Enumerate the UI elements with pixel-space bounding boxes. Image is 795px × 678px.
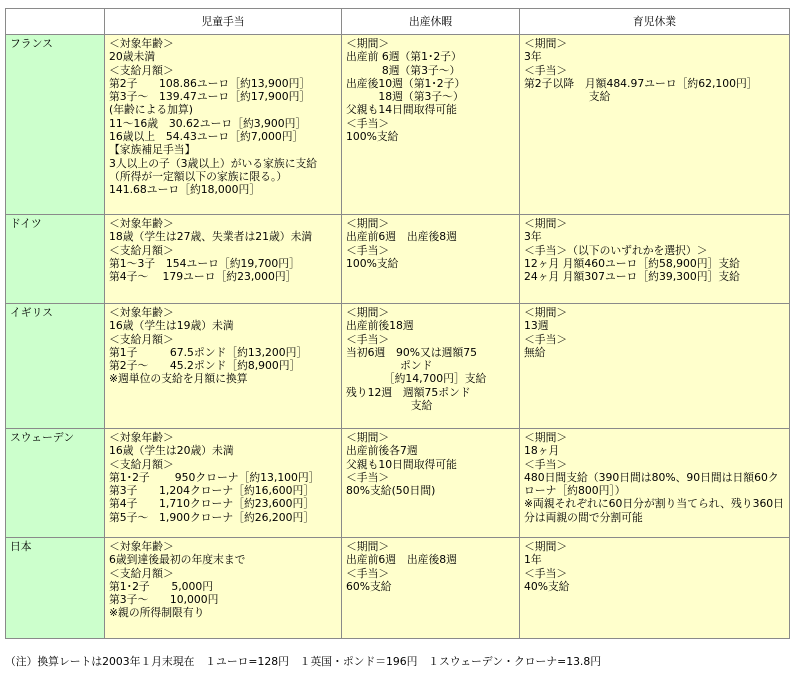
childcare-line: 1年 bbox=[524, 553, 542, 567]
maternity-cell bbox=[342, 215, 520, 304]
maternity-line: 当初6週 90%又は週額75 bbox=[346, 345, 477, 359]
maternity-cell bbox=[342, 35, 520, 215]
child-line: 第2子～ 45.2ポンド［約8,900円］ bbox=[109, 359, 301, 373]
maternity-line: ポンド bbox=[346, 359, 433, 373]
maternity-line: 出産前6週 出産後8週 bbox=[346, 230, 457, 244]
maternity-cell bbox=[342, 538, 520, 639]
country-cell: スウェーデン bbox=[6, 429, 105, 538]
comparison-table bbox=[5, 8, 790, 639]
child-line: 第3子～ 139.47ユーロ［約17,900円］ bbox=[109, 90, 311, 104]
maternity-cell bbox=[342, 429, 520, 538]
childcare-line: 支給 bbox=[524, 90, 611, 104]
childcare-line: ＜手当＞ bbox=[524, 566, 568, 580]
maternity-line: 出産後10週（第1･2子） bbox=[346, 76, 466, 90]
maternity-line: ＜手当＞ bbox=[346, 332, 390, 346]
maternity-line: ＜期間＞ bbox=[346, 37, 390, 50]
maternity-line: ［約14,700円］支給 bbox=[346, 372, 487, 386]
child-cell bbox=[105, 538, 342, 639]
childcare-line: ＜手当＞ bbox=[524, 332, 568, 346]
child-cell bbox=[105, 304, 342, 429]
child-cell bbox=[105, 429, 342, 538]
maternity-line: 父親も14日間取得可能 bbox=[346, 103, 457, 117]
child-line: ＜支給月額＞ bbox=[109, 63, 174, 77]
maternity-line: 60%支給 bbox=[346, 579, 392, 593]
childcare-line: ＜手当＞ bbox=[524, 63, 568, 77]
childcare-line: ＜期間＞ bbox=[524, 431, 568, 444]
childcare-line: ＜手当＞ bbox=[524, 457, 568, 471]
childcare-line: 無給 bbox=[524, 345, 546, 359]
child-line: 18歳（学生は27歳、失業者は21歳）未満 bbox=[109, 230, 313, 244]
child-line: (年齢による加算) bbox=[109, 103, 194, 117]
maternity-line: ＜手当＞ bbox=[346, 243, 390, 257]
childcare-line: 3年 bbox=[524, 50, 542, 64]
maternity-line: 出産前後各7週 bbox=[346, 444, 418, 458]
child-line: ＜対象年齢＞ bbox=[109, 306, 174, 319]
maternity-line: ＜期間＞ bbox=[346, 431, 390, 444]
child-line: 11～16歳 30.62ユーロ［約3,900円］ bbox=[109, 116, 307, 130]
child-line: 16歳以上 54.43ユーロ［約7,000円］ bbox=[109, 130, 304, 144]
childcare-line: 480日間支給（390日間は80%、90日間は日額60クローナ［約800円］） bbox=[524, 470, 779, 498]
childcare-cell bbox=[520, 429, 790, 538]
table-row-germany bbox=[6, 215, 790, 304]
childcare-line: ＜期間＞ bbox=[524, 306, 568, 319]
child-line: 3人以上の子（3歳以上）がいる家族に支給（所得が一定額以下の家族に限る。） bbox=[109, 156, 318, 183]
child-line: ＜対象年齢＞ bbox=[109, 217, 174, 230]
maternity-line: 100%支給 bbox=[346, 130, 399, 144]
child-line: 20歳未満 bbox=[109, 50, 156, 64]
table-body bbox=[6, 35, 790, 639]
maternity-line: 8週（第3子～） bbox=[346, 63, 461, 77]
child-line: ＜支給月額＞ bbox=[109, 457, 174, 471]
childcare-line: ＜期間＞ bbox=[524, 540, 568, 553]
childcare-cell bbox=[520, 304, 790, 429]
child-line: 第5子～ 1,900クローナ［約26,200円］ bbox=[109, 510, 315, 524]
maternity-line: 残り12週 週額75ポンド bbox=[346, 385, 471, 399]
child-line: 第2子 108.86ユーロ［約13,900円］ bbox=[109, 76, 311, 90]
maternity-cell bbox=[342, 304, 520, 429]
childcare-line: 40%支給 bbox=[524, 579, 570, 593]
childcare-line: 24ヶ月 月額307ユーロ［約39,300円］支給 bbox=[524, 270, 740, 284]
childcare-cell bbox=[520, 538, 790, 639]
child-line: 第4子～ 179ユーロ［約23,000円］ bbox=[109, 270, 297, 284]
table-row-france bbox=[6, 35, 790, 215]
child-cell bbox=[105, 35, 342, 215]
childcare-line: 12ヶ月 月額460ユーロ［約58,900円］支給 bbox=[524, 256, 740, 270]
childcare-cell bbox=[520, 35, 790, 215]
child-line: ＜支給月額＞ bbox=[109, 332, 174, 346]
childcare-line: 18ヶ月 bbox=[524, 444, 560, 458]
country-cell: フランス bbox=[6, 35, 105, 215]
table-row-uk bbox=[6, 304, 790, 429]
child-line: 【家族補足手当】 bbox=[109, 143, 196, 157]
child-line: 第3子～ 10,000円 bbox=[109, 593, 219, 607]
childcare-line: 13週 bbox=[524, 319, 549, 333]
maternity-line: 出産前後18週 bbox=[346, 319, 414, 333]
childcare-line: ※両親それぞれに60日分が割り当てられ、残り360日分は両親の間で分割可能 bbox=[524, 497, 784, 524]
child-line: 6歳到達後最初の年度末まで bbox=[109, 553, 246, 567]
country-cell: イギリス bbox=[6, 304, 105, 429]
maternity-line: ＜手当＞ bbox=[346, 116, 390, 130]
maternity-line: 出産前6週 出産後8週 bbox=[346, 553, 457, 567]
child-line: 141.68ユーロ［約18,000円］ bbox=[109, 183, 261, 197]
maternity-line: 100%支給 bbox=[346, 256, 399, 270]
child-line: 第3子 1,204クローナ［約16,600円］ bbox=[109, 484, 315, 498]
maternity-line: ＜手当＞ bbox=[346, 566, 390, 580]
childcare-line: 第2子以降 月額484.97ユーロ［約62,100円］ bbox=[524, 76, 758, 90]
maternity-line: ＜手当＞ bbox=[346, 470, 390, 484]
maternity-line: 80%支給(50日間) bbox=[346, 484, 436, 498]
child-line: 第1･2子 5,000円 bbox=[109, 579, 214, 593]
child-line: 第1～3子 154ユーロ［約19,700円］ bbox=[109, 256, 300, 270]
header-row bbox=[6, 9, 790, 35]
child-line: 第4子 1,710クローナ［約23,600円］ bbox=[109, 497, 315, 511]
child-cell bbox=[105, 215, 342, 304]
childcare-line: ＜手当＞（以下のいずれかを選択）＞ bbox=[524, 243, 708, 257]
header-maternity-leave: 出産休暇 bbox=[342, 9, 520, 35]
child-line: ＜支給月額＞ bbox=[109, 243, 174, 257]
child-line: ＜対象年齢＞ bbox=[109, 37, 174, 50]
header-corner bbox=[6, 9, 105, 35]
table-row-japan bbox=[6, 538, 790, 639]
child-line: ＜支給月額＞ bbox=[109, 566, 174, 580]
table-row-sweden bbox=[6, 429, 790, 538]
maternity-line: 18週（第3子～） bbox=[346, 90, 464, 104]
maternity-line: ＜期間＞ bbox=[346, 217, 390, 230]
childcare-cell bbox=[520, 215, 790, 304]
header-childcare-leave: 育児休業 bbox=[520, 9, 790, 35]
child-line: ※週単位の支給を月額に換算 bbox=[109, 372, 248, 386]
child-line: 第1子 67.5ポンド［約13,200円］ bbox=[109, 345, 308, 359]
country-cell: ドイツ bbox=[6, 215, 105, 304]
header-child-allowance: 児童手当 bbox=[105, 9, 342, 35]
maternity-line: ＜期間＞ bbox=[346, 306, 390, 319]
childcare-line: ＜期間＞ bbox=[524, 37, 568, 50]
maternity-line: 出産前 6週（第1･2子） bbox=[346, 50, 462, 64]
child-line: ＜対象年齢＞ bbox=[109, 431, 174, 444]
maternity-line: ＜期間＞ bbox=[346, 540, 390, 553]
maternity-line: 支給 bbox=[346, 399, 433, 413]
child-line: 16歳（学生は20歳）未満 bbox=[109, 444, 234, 458]
child-line: 16歳（学生は19歳）未満 bbox=[109, 319, 234, 333]
child-line: ＜対象年齢＞ bbox=[109, 540, 174, 553]
maternity-line: 父親も10日間取得可能 bbox=[346, 457, 457, 471]
childcare-line: ＜期間＞ bbox=[524, 217, 568, 230]
country-cell: 日本 bbox=[6, 538, 105, 639]
footnote: （注）換算レートは2003年１月末現在 １ユーロ=128円 １英国・ポンド＝196円 １スウェーデン・クローナ=13.8円 bbox=[5, 655, 602, 668]
child-line: ※親の所得制限有り bbox=[109, 606, 205, 620]
childcare-line: 3年 bbox=[524, 230, 542, 244]
child-line: 第1･2子 950クローナ［約13,100円］ bbox=[109, 470, 320, 484]
